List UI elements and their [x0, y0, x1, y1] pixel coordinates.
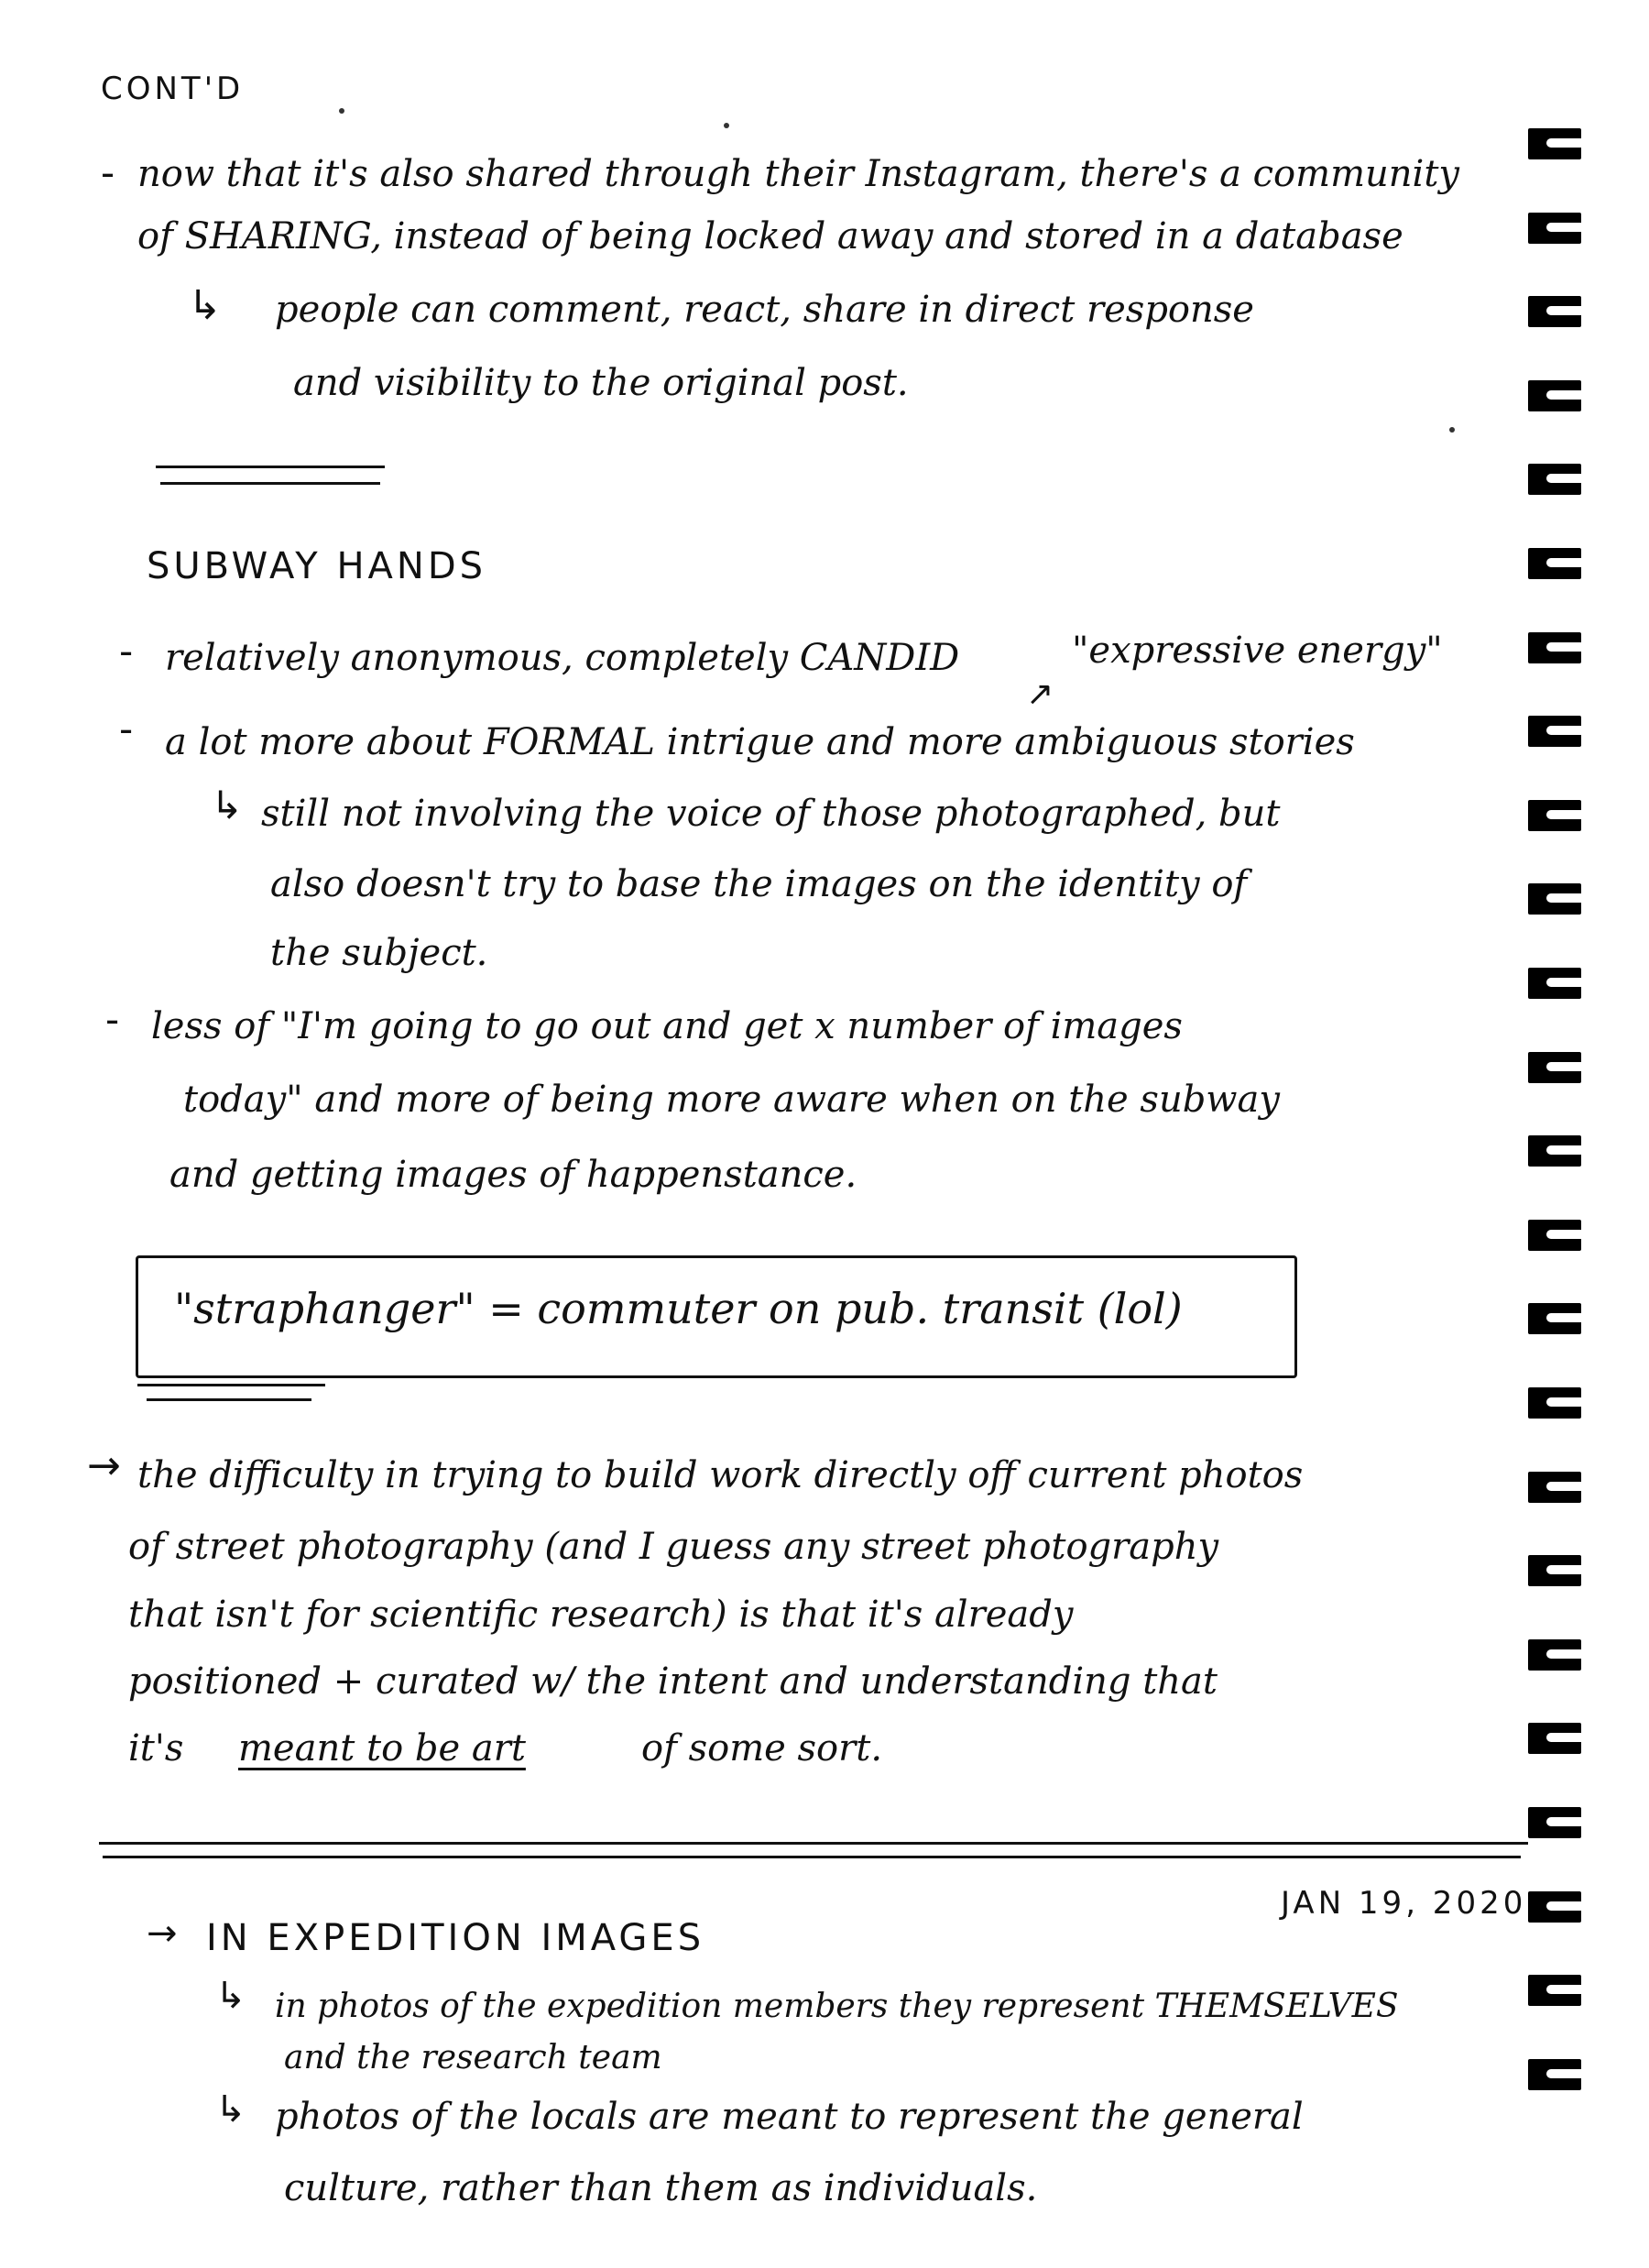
right-arrow-icon: → — [87, 1442, 121, 1489]
binding-ring — [1528, 800, 1581, 831]
binding-ring — [1528, 1052, 1581, 1083]
binding-ring — [1528, 1135, 1581, 1167]
ink-speck — [1449, 427, 1455, 433]
divider — [156, 466, 385, 468]
ink-speck — [339, 108, 344, 114]
binding-ring — [1528, 632, 1581, 663]
margin-note: "expressive energy" — [1072, 630, 1443, 672]
binding-ring — [1528, 883, 1581, 915]
divider — [147, 1398, 311, 1401]
note-subline: still not involving the voice of those photographed, but — [261, 793, 1281, 835]
contd-label: CONT'D — [101, 71, 245, 107]
note-subline: and the research team — [284, 2039, 662, 2076]
binding-ring — [1528, 548, 1581, 579]
binding-ring — [1528, 2059, 1581, 2090]
note-subline: people can comment, react, share in direct response — [275, 289, 1254, 331]
entry-date: JAN 19, 2020 — [1281, 1885, 1527, 1922]
section-divider — [103, 1856, 1521, 1858]
note-line: less of "I'm going to go out and get x number of images — [151, 1005, 1183, 1047]
note-line: a lot more about FORMAL intrigue and more ambiguous stories — [165, 721, 1355, 763]
dash-bullet: - — [105, 997, 120, 1042]
binding-ring — [1528, 1807, 1581, 1838]
note-line: the difficulty in trying to build work directly off current photos — [137, 1454, 1304, 1496]
up-arrow-icon: ↗ — [1026, 675, 1054, 713]
note-subline: photos of the locals are meant to represent the general — [275, 2096, 1304, 2138]
note-subline: the subject. — [270, 932, 488, 974]
ink-speck — [724, 123, 729, 128]
note-line: that isn't for scientific research) is that it's already — [128, 1594, 1074, 1636]
hook-arrow-icon: ↳ — [215, 2088, 246, 2131]
note-line: of SHARING, instead of being locked away and stored in a database — [137, 215, 1403, 257]
binding-ring — [1528, 1555, 1581, 1586]
hook-arrow-icon: ↳ — [188, 282, 222, 329]
binding-ring — [1528, 1387, 1581, 1419]
binding-ring — [1528, 1723, 1581, 1754]
right-arrow-icon: → — [147, 1912, 178, 1955]
binding-ring — [1528, 1891, 1581, 1923]
divider — [160, 482, 380, 485]
binding-ring — [1528, 968, 1581, 999]
spiral-binding — [1528, 0, 1601, 2268]
binding-ring — [1528, 1639, 1581, 1671]
note-line: now that it's also shared through their Instagram, there's a community — [137, 153, 1459, 195]
note-subline: culture, rather than them as individuals. — [284, 2167, 1038, 2209]
binding-ring — [1528, 1472, 1581, 1503]
binding-ring — [1528, 296, 1581, 327]
binding-ring — [1528, 380, 1581, 411]
binding-ring — [1528, 1303, 1581, 1334]
note-line: positioned + curated w/ the intent and understanding that — [128, 1660, 1218, 1703]
binding-ring — [1528, 213, 1581, 244]
note-line-end: of some sort. — [641, 1727, 883, 1769]
dash-bullet: - — [119, 707, 134, 751]
binding-ring — [1528, 1220, 1581, 1251]
divider — [137, 1384, 325, 1386]
note-line: relatively anonymous, completely CANDID — [165, 637, 960, 679]
binding-ring — [1528, 1975, 1581, 2006]
dash-bullet: - — [101, 150, 115, 195]
section-heading: SUBWAY HANDS — [147, 545, 487, 587]
note-line: today" and more of being more aware when on the subway — [183, 1079, 1280, 1121]
hook-arrow-icon: ↳ — [215, 1975, 246, 2017]
binding-ring — [1528, 464, 1581, 495]
note-line: of street photography (and I guess any street photography — [128, 1526, 1219, 1568]
section-divider — [99, 1842, 1528, 1845]
dash-bullet: - — [119, 629, 134, 674]
note-line-start: it's — [128, 1727, 184, 1769]
binding-ring — [1528, 716, 1581, 747]
definition-text: "straphanger" = commuter on pub. transit (lol) — [174, 1284, 1183, 1333]
note-subline: also doesn't try to base the images on the identity of — [270, 863, 1248, 905]
underlined-phrase: meant to be art — [238, 1727, 526, 1769]
section-heading: IN EXPEDITION IMAGES — [206, 1917, 705, 1959]
note-line: and getting images of happenstance. — [169, 1154, 857, 1196]
note-subline: and visibility to the original post. — [293, 362, 909, 404]
binding-ring — [1528, 128, 1581, 159]
hook-arrow-icon: ↳ — [211, 783, 244, 827]
note-subline: in photos of the expedition members they represent THEMSELVES — [275, 1988, 1399, 2025]
